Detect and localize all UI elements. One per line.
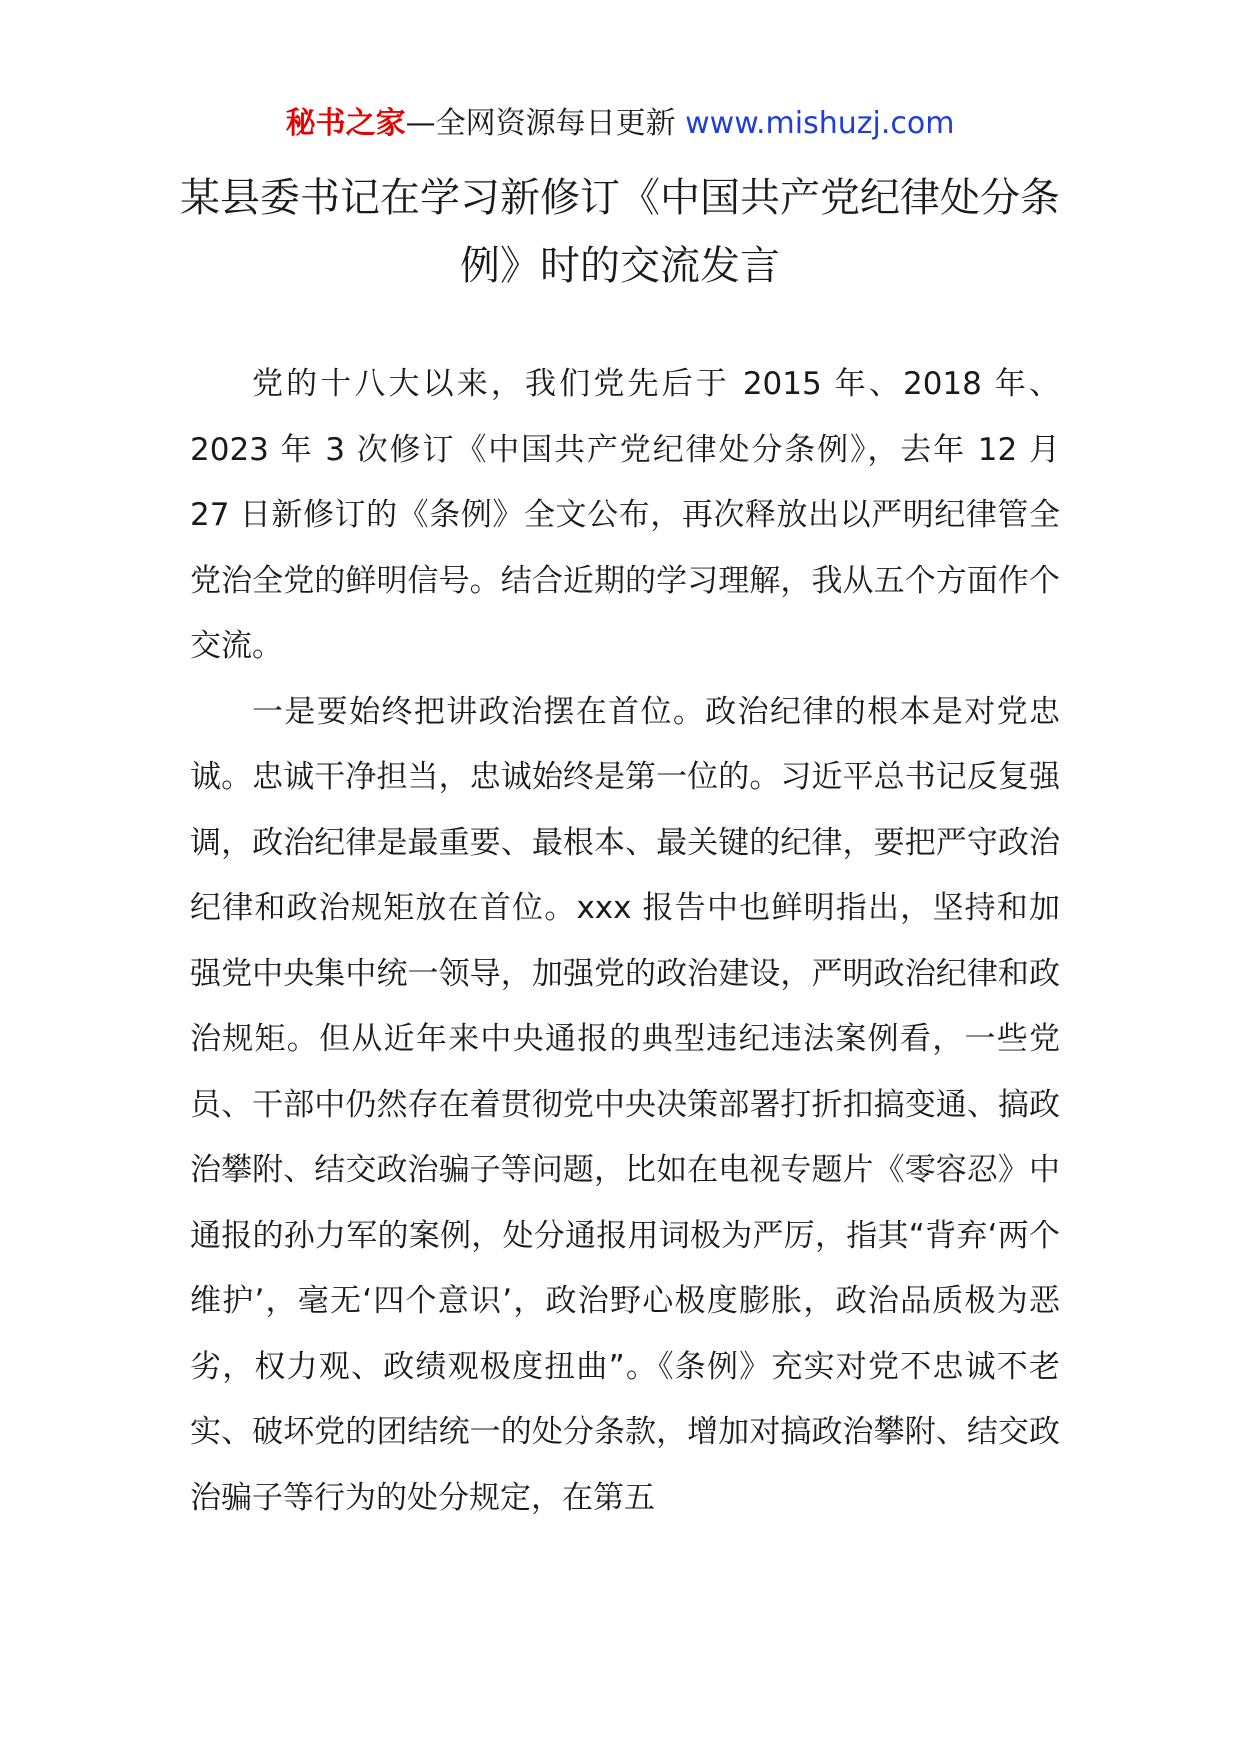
brand-name: 秘书之家 [285,106,406,141]
site-url-link[interactable]: www.mishuzj.com [685,106,955,141]
document-title: 某县委书记在学习新修订《中国共产党纪律处分条例》时的交流发言 [180,175,1060,289]
paragraph-intro: 党的十八大以来，我们党先后于 2015 年、2018 年、2023 年 3 次修订《中国共产党纪律处分条例》，去年 12 月 27 日新修订的《条例》全文公布，再次释放出以严明纪律管全党治全党的鲜明信号。结合近期的学习理解，我从五个方面作个交流。 [190,366,1060,664]
site-header [0,104,1240,144]
document-body [190,352,1060,1531]
header-slogan: —全网资源每日更新 [405,106,676,141]
paragraph-point-one: 一是要始终把讲政治摆在首位。政治纪律的根本是对党忠诚。忠诚干净担当，忠诚始终是第一位的。习近平总书记反复强调，政治纪律是最重要、最根本、最关键的纪律，要把严守政治纪律和政治规矩放在首位。xxx 报告中也鲜明指出，坚持和加强党中央集中统一领导，加强党的政治建设，严明政治纪律和政治规矩。但从近年来中央通报的典型违纪违法案例看，一些党员、干部中仍然存在着贯彻党中央决策部署打折扣搞变通、搞政治攀附、结交政治骗子等问题，比如在电视专题片《零容忍》中通报的孙力军的案例，处分通报用词极为严厉，指其“背弃‘两个维护’，毫无‘四个意识’，政治野心极度膨胀，政治品质极为恶劣，权力观、政绩观极度扭曲”。《条例》充实对党不忠诚不老实、破坏党的团结统一的处分条款，增加对搞政治攀附、结交政治骗子等行为的处分规定，在第五 [190,693,1060,1516]
